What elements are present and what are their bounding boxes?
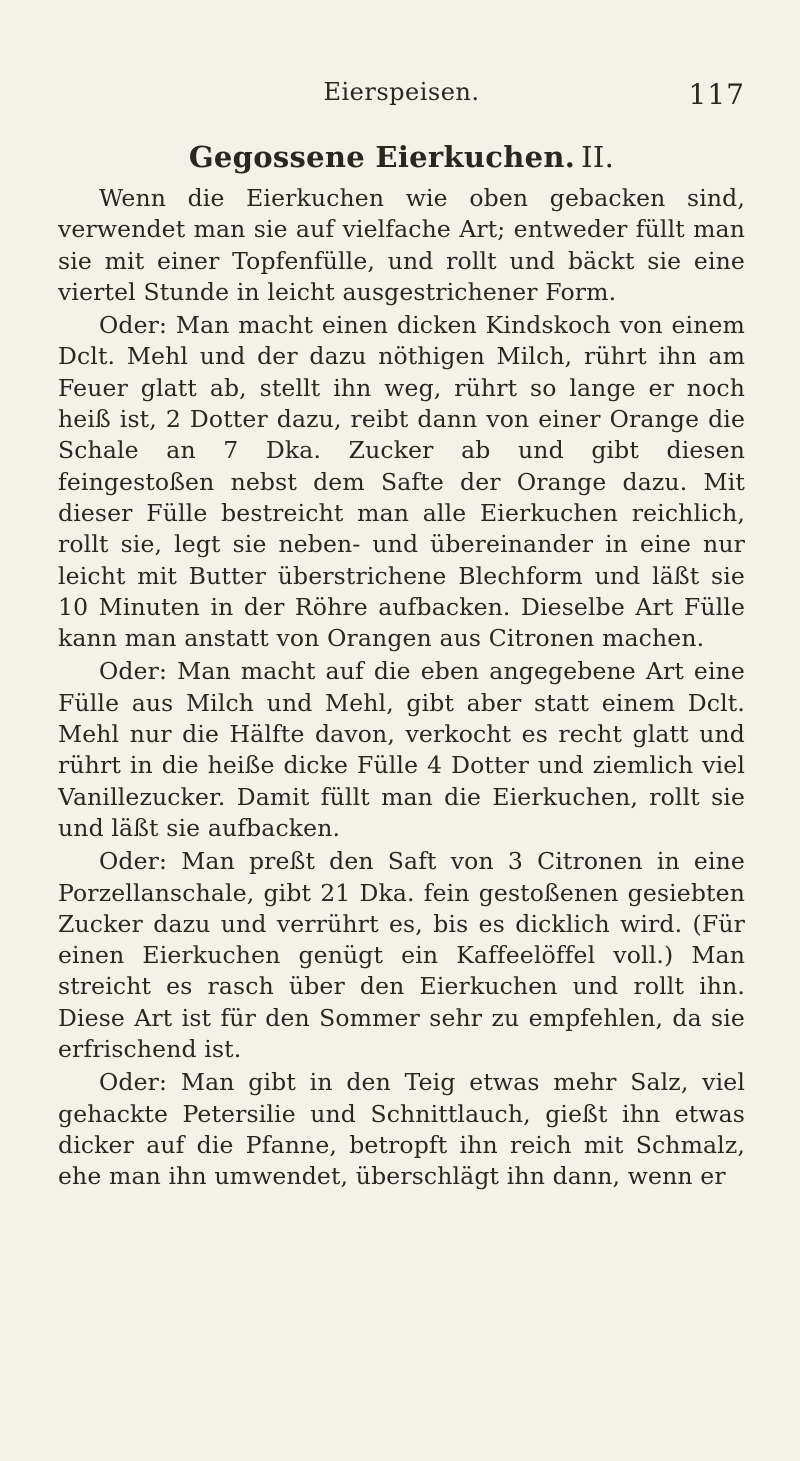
running-title: Eierspeisen. bbox=[323, 78, 480, 106]
paragraph-herb-variant: Oder: Man gibt in den Teig etwas mehr Salz, viel gehackte Petersilie und Schnittlauch, gießt ihn etwas dicker auf die Pfanne, betropft ihn reich mit Schmalz, ehe man ihn umwendet, überschlägt ihn dann, wenn er bbox=[58, 1068, 745, 1191]
page-number: 117 bbox=[688, 78, 745, 111]
section-part-number: II. bbox=[581, 140, 615, 174]
running-head bbox=[58, 78, 745, 118]
paragraph-vanilla-filling: Oder: Man macht auf die eben angegebene Art eine Fülle aus Milch und Mehl, gibt aber statt einem Dclt. Mehl nur die Hälfte davon, verkocht es recht glatt und rührt in die heiße dicke Fülle 4 Dotter und ziemlich viel Vanillezucker. Damit füllt man die Eierkuchen, rollt sie und läßt sie aufbacken. bbox=[58, 657, 745, 842]
paragraph-orange-filling: Oder: Man macht einen dicken Kindskoch von einem Dclt. Mehl und der dazu nöthigen Milch, rührt ihn am Feuer glatt ab, stellt ihn weg, rührt so lange er noch heiß ist, 2 Dotter dazu, reibt dann von einer Orange die Schale an 7 Dka. Zucker ab und gibt diesen feingestoßen nebst dem Safte der Orange dazu. Mit dieser Fülle bestreicht man alle Eierkuchen reichlich, rollt sie, legt sie neben- und übereinander in eine nur leicht mit Butter überstrichene Blechform und läßt sie 10 Minuten in der Röhre aufbacken. Dieselbe Art Fülle kann man anstatt von Orangen aus Citronen machen. bbox=[58, 311, 745, 653]
paragraph-lemon-filling: Oder: Man preßt den Saft von 3 Citronen in eine Porzellanschale, gibt 21 Dka. fein gestoßenen gesiebten Zucker dazu und verrührt es, bis es dicklich wird. (Für einen Eierkuchen genügt ein Kaffeelöffel voll.) Man streicht es rasch über den Eierkuchen und rollt ihn. Diese Art ist für den Sommer sehr zu empfehlen, da sie erfrischend ist. bbox=[58, 847, 745, 1064]
page-content bbox=[58, 140, 745, 1195]
section-title: Gegossene Eierkuchen. bbox=[188, 140, 576, 174]
paragraph-intro: Wenn die Eierkuchen wie oben gebacken sind, verwendet man sie auf vielfache Art; entweder füllt man sie mit einer Topfenfülle, und rollt und bäckt sie eine viertel Stunde in leicht ausgestrichener Form. bbox=[58, 184, 745, 306]
section-heading bbox=[58, 140, 745, 174]
